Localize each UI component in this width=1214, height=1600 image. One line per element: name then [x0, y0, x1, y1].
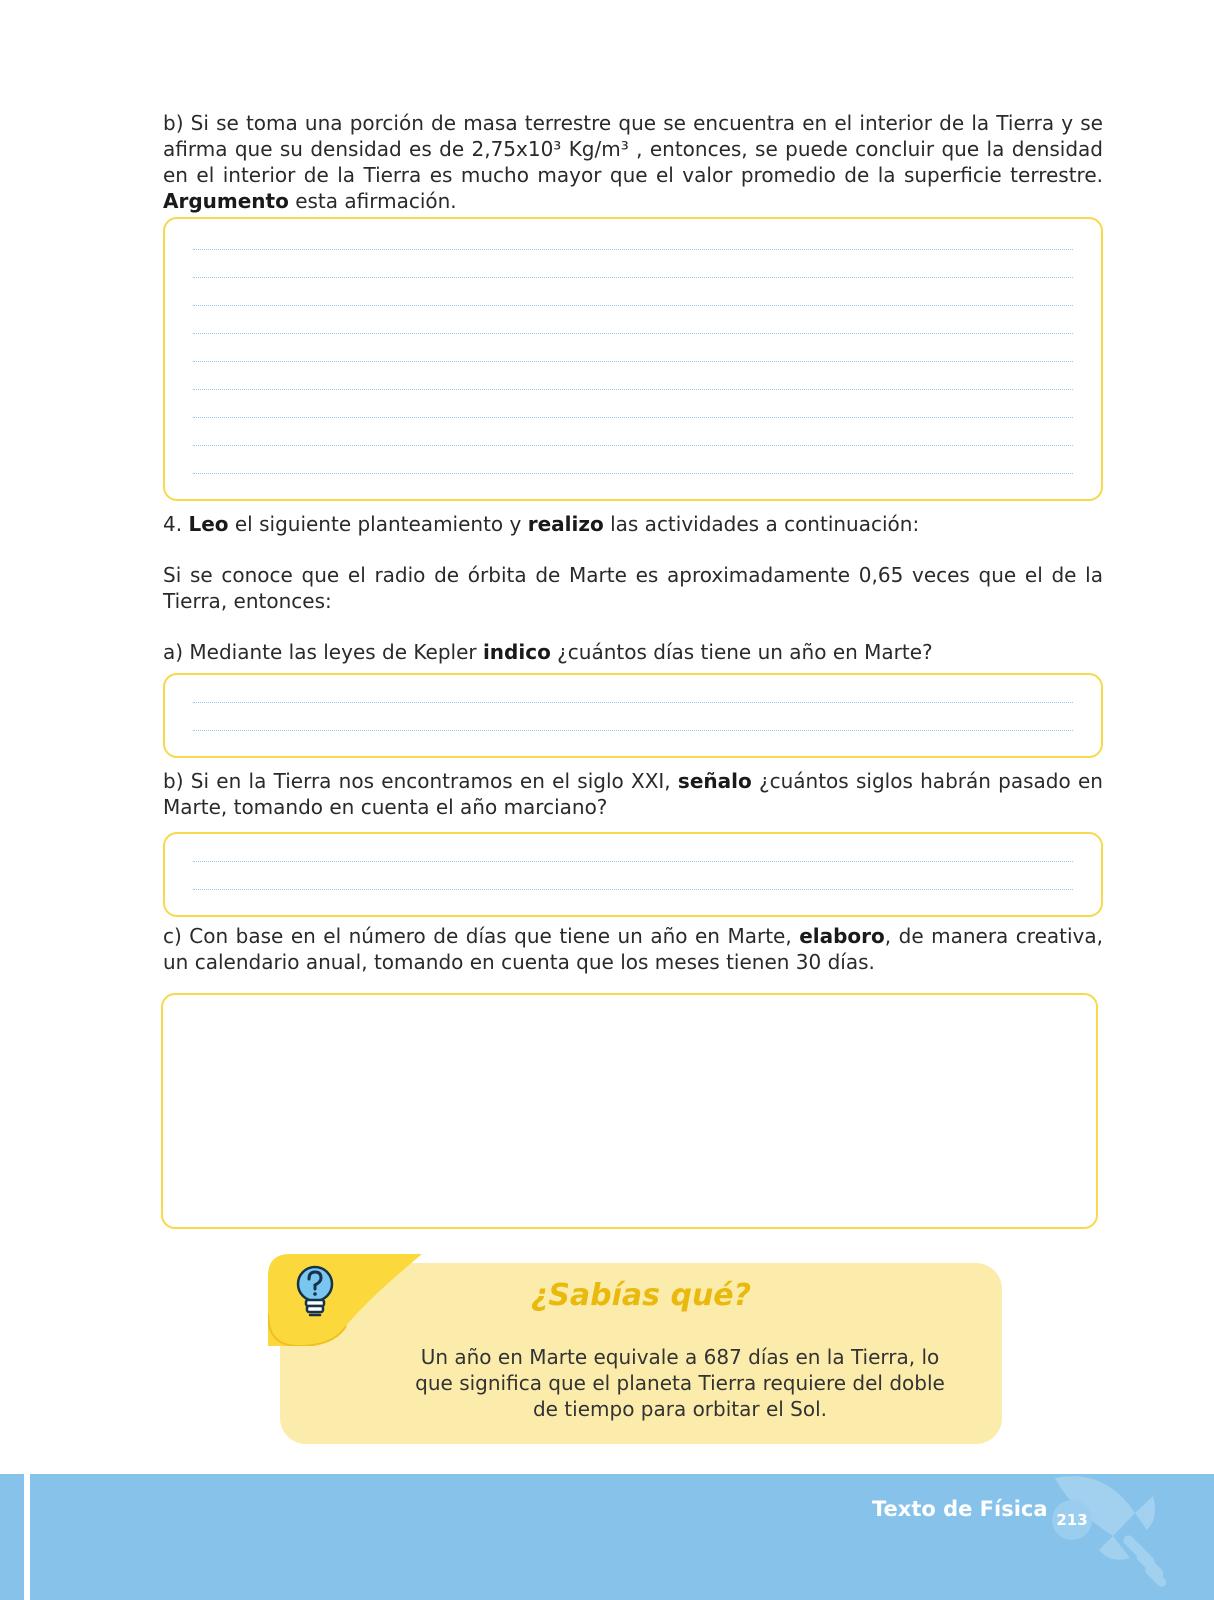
question-3b-end: esta afirmación.	[288, 189, 457, 213]
question-3b	[163, 110, 1103, 214]
question-4-text-1: el siguiente planteamiento y	[228, 512, 528, 536]
footer-book-title: Texto de Física	[872, 1497, 1048, 1521]
answer-box-4b[interactable]	[163, 832, 1103, 917]
question-4-number: 4.	[163, 512, 189, 536]
did-you-know-text: Un año en Marte equivale a 687 días en la Tierra, lo que significa que el planeta Tierra requiere del doble de tiempo para orbitar el Sol.	[415, 1345, 945, 1421]
question-4c	[163, 923, 1103, 975]
question-4-text-2: las actividades a continuación:	[603, 512, 920, 536]
rocket-icon	[1035, 1468, 1175, 1600]
question-4b	[163, 768, 1103, 820]
calendar-box[interactable]	[161, 993, 1098, 1229]
question-4b-verb: señalo	[677, 769, 752, 793]
question-3b-text: b) Si se toma una porción de masa terrestre que se encuentra en el interior de la Tierra y se afirma que su densidad es de 2,75x10³ Kg/m³ , entonces, se puede concluir que la densidad en el interior de la Tierra es mucho mayor que el valor promedio de la superficie terrestre.	[163, 111, 1103, 187]
question-4a-text: a) Mediante las leyes de Kepler	[163, 640, 483, 664]
question-4c-verb: elaboro	[799, 924, 885, 948]
statement: Si se conoce que el radio de órbita de Marte es aproximadamente 0,65 veces que el de la Tierra, entonces:	[163, 563, 1103, 613]
question-4c-text: c) Con base en el número de días que tiene un año en Marte,	[163, 924, 800, 948]
question-4a-verb: indico	[482, 640, 551, 664]
question-3b-verb: Argumento	[163, 189, 289, 213]
question-4b-text: b) Si en la Tierra nos encontramos en el siglo XXI,	[163, 769, 678, 793]
question-4a	[163, 639, 1103, 665]
question-4-verb-realizo: realizo	[527, 512, 604, 536]
page-number: 213	[1052, 1500, 1092, 1540]
question-4c-end: , de manera creativa, un calendario anual, tomando en cuenta que los meses tienen 30 días.	[163, 924, 1103, 974]
question-4a-end: ¿cuántos días tiene un año en Marte?	[550, 640, 933, 664]
question-4-verb-leo: Leo	[188, 512, 229, 536]
did-you-know-title: ¿Sabías qué?	[530, 1278, 752, 1313]
footer-bar	[0, 1474, 1214, 1600]
question-4	[163, 511, 1103, 537]
answer-box-4a[interactable]	[163, 673, 1103, 758]
question-4b-end: ¿cuántos siglos habrán pasado en Marte, tomando en cuenta el año marciano?	[163, 769, 1103, 819]
footer-strip	[24, 1474, 30, 1600]
answer-box-3b[interactable]	[163, 217, 1103, 501]
